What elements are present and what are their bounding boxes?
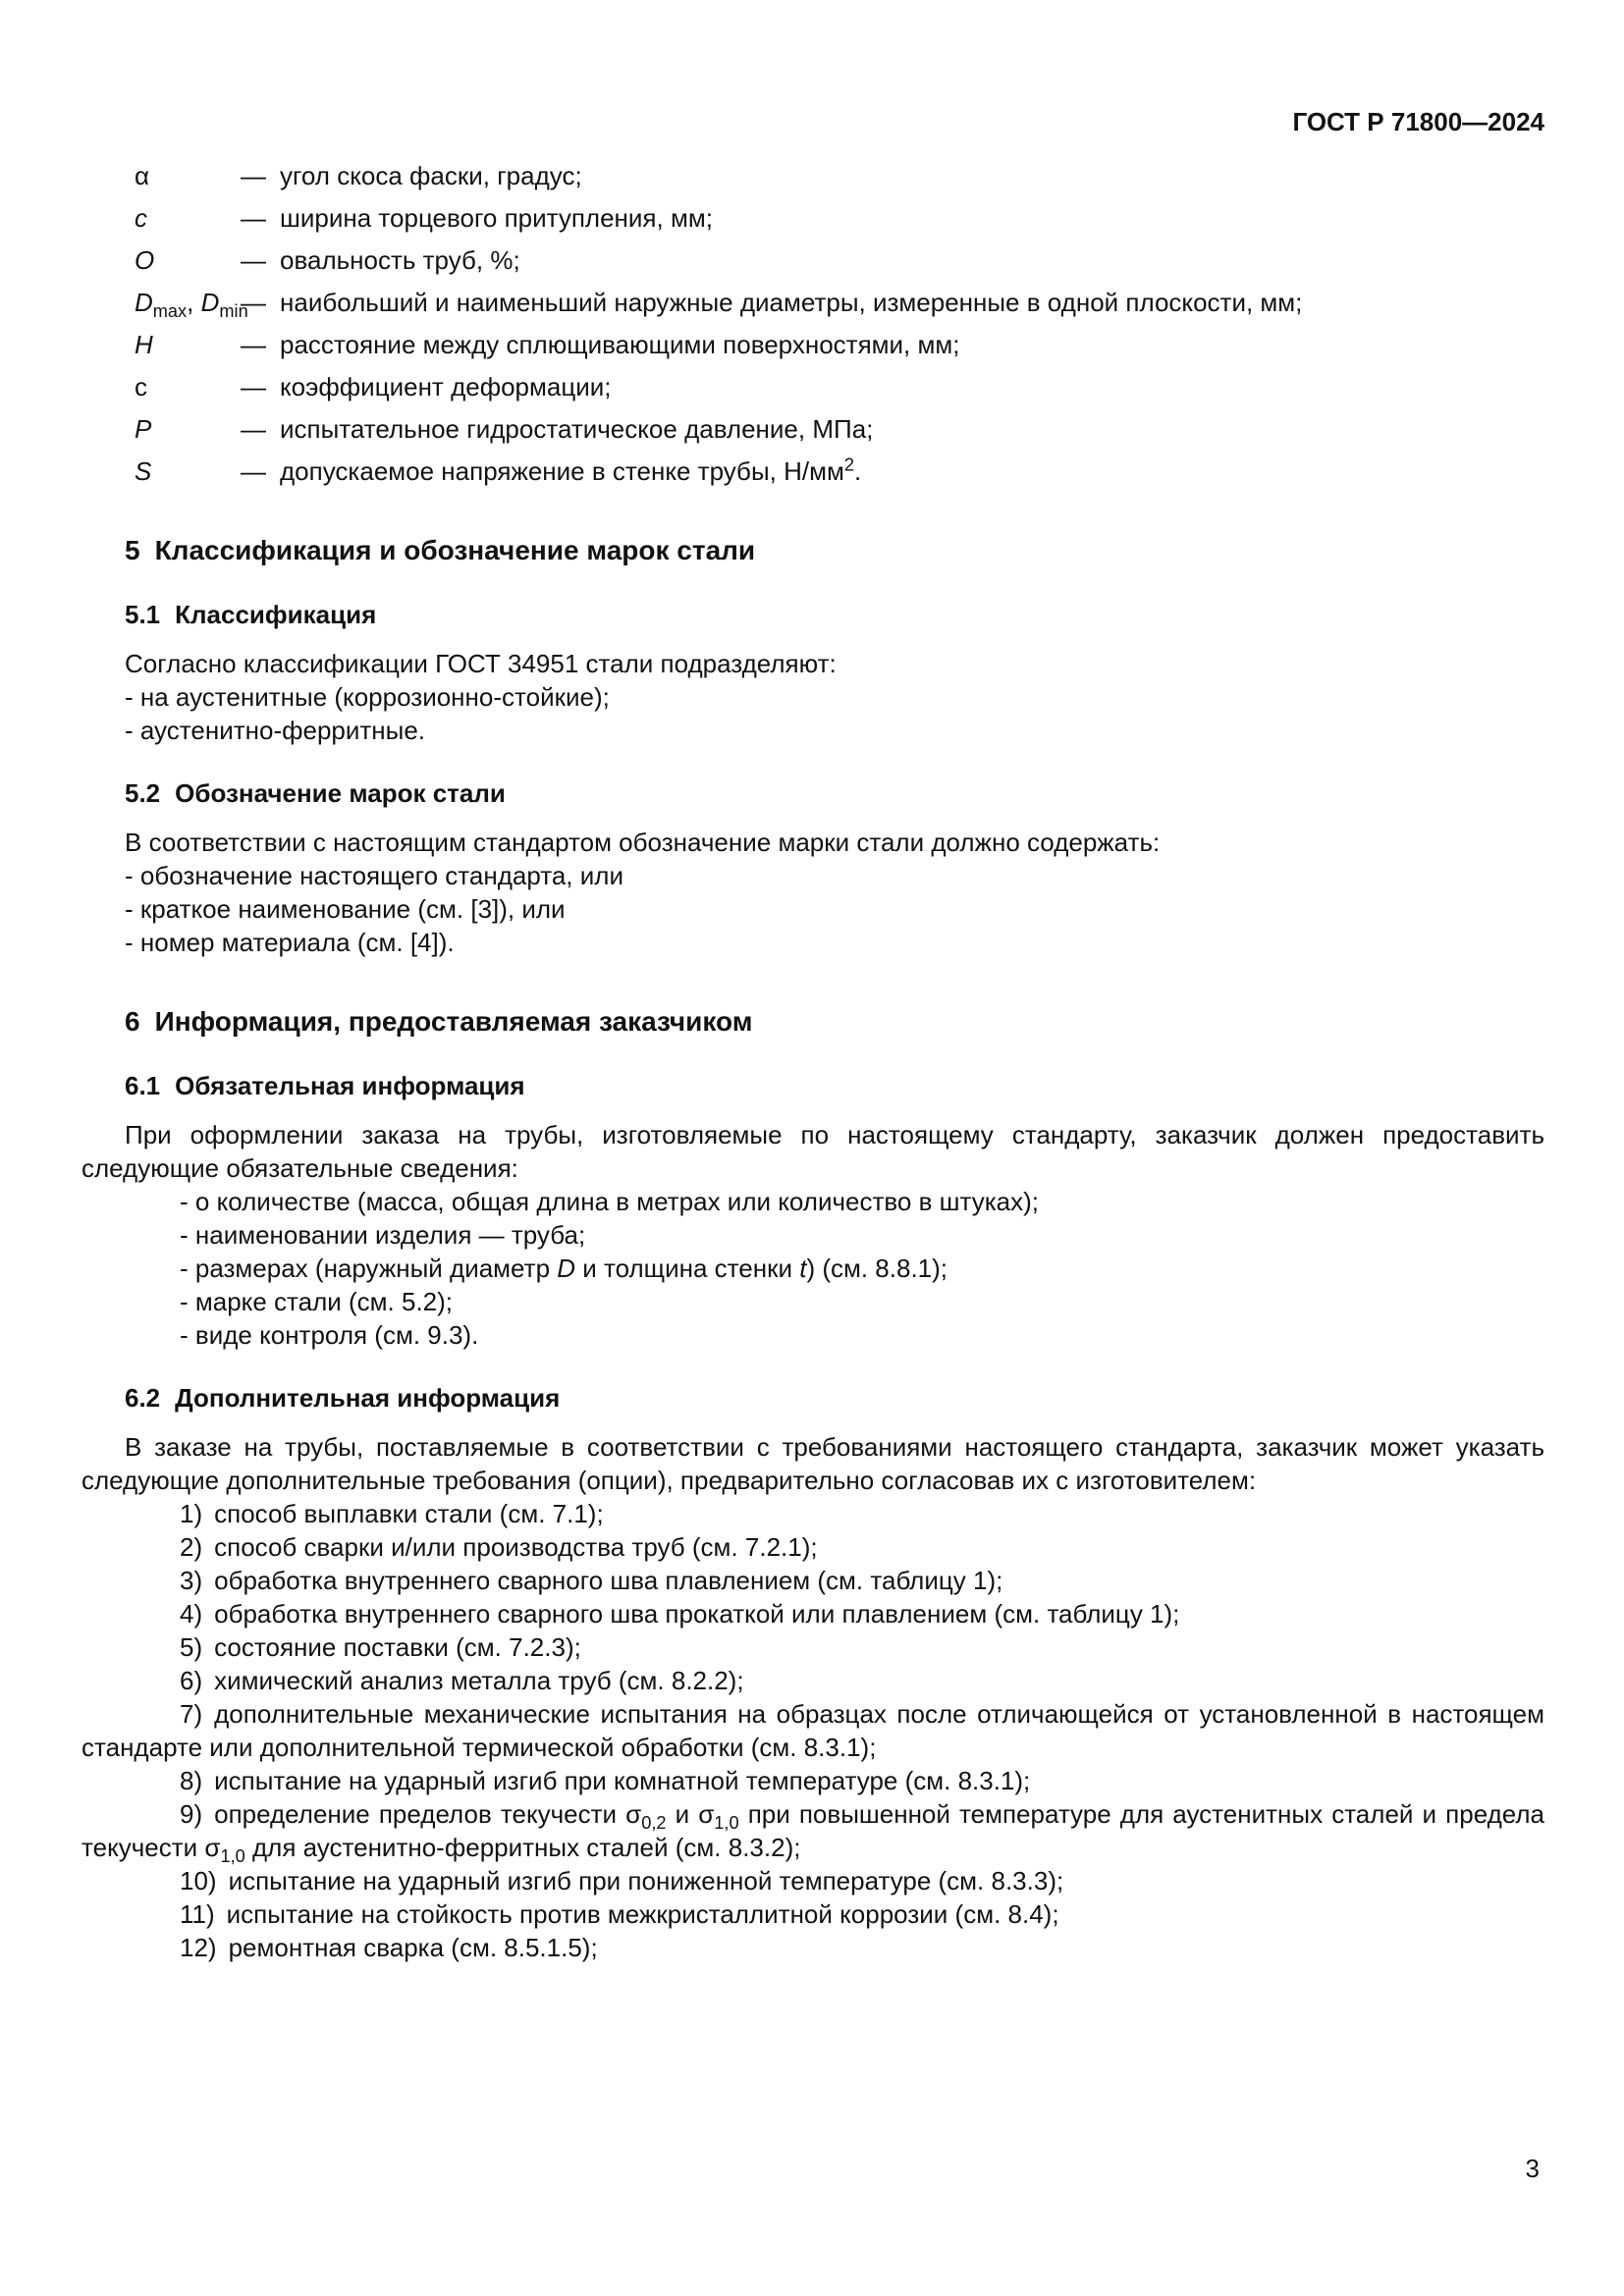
item-number: 4) (180, 1599, 203, 1629)
item-text: способ выплавки стали (см. 7.1); (214, 1499, 604, 1528)
item-number: 12) (180, 1933, 217, 1962)
section-5-heading (81, 533, 1544, 568)
subsection-6-1-number: 6.1 (125, 1071, 161, 1100)
subsection-6-2-title: Дополнительная информация (175, 1383, 561, 1413)
item-number: 7) (180, 1699, 203, 1729)
symbol-description: овальность труб, %; (280, 245, 520, 275)
optional-requirement-item (81, 1931, 1544, 1964)
item-text: испытание на ударный изгиб при пониженной температуре (см. 8.3.3); (228, 1866, 1064, 1896)
symbol-description: наибольший и наименьший наружные диаметры, измеренные в одной плоскости, мм; (280, 288, 1303, 317)
symbol-term: α (135, 161, 150, 190)
optional-requirements-list (81, 1497, 1544, 1964)
mandatory-info-list (81, 1185, 1544, 1352)
section-6-number: 6 (125, 1006, 140, 1037)
symbol-definition-row (135, 454, 1544, 488)
item-text: определение пределов текучести $\sigma_{0,2}$ и $\sigma_{1,0}$ при повышенной температуре для аустенитных сталей и предела текучести $\sigma_{1,0}$ для аустенитно-ферритных сталей (см. 8.3.2); (81, 1799, 1544, 1867)
symbol-definition-row (135, 159, 1544, 192)
item-text: дополнительные механические испытания на образцах после отличающейся от установленной в настоящем стандарте или дополнительной термической обработки (см. 8.3.1); (81, 1699, 1544, 1762)
subsection-5-1-number: 5.1 (125, 600, 161, 629)
item-text: химический анализ металла труб (см. 8.2.2); (214, 1666, 744, 1695)
subsection-6-2-heading (81, 1381, 1544, 1415)
classification-list (81, 680, 1544, 747)
optional-requirement-item (81, 1797, 1544, 1867)
item-text: испытание на стойкость против межкристаллитной коррозии (см. 8.4); (226, 1899, 1059, 1929)
mandatory-info-item: - размерах (наружный диаметр D и толщина стенки t) (см. 8.8.1); (180, 1254, 948, 1283)
subsection-5-1-intro: Согласно классификации ГОСТ 34951 стали подразделяют: (125, 649, 837, 678)
symbol-term: с (135, 372, 147, 401)
subsection-5-2-title: Обозначение марок стали (175, 778, 506, 808)
optional-requirement-item (81, 1764, 1544, 1797)
symbol-term: S (135, 456, 152, 486)
item-number: 8) (180, 1766, 203, 1795)
optional-requirement-item (81, 1864, 1544, 1897)
definition-dash: — (241, 372, 266, 401)
symbol-definition-row (135, 328, 1544, 361)
item-text: испытание на ударный изгиб при комнатной температуре (см. 8.3.1); (214, 1766, 1031, 1795)
mandatory-info-item: - о количестве (масса, общая длина в метрах или количество в штуках); (180, 1187, 1039, 1216)
symbol-description: угол скоса фаски, градус; (280, 161, 582, 190)
subsection-6-1-title: Обязательная информация (175, 1071, 525, 1100)
symbol-description: расстояние между сплющивающими поверхностями, мм; (280, 330, 960, 359)
symbol-description: допускаемое напряжение в стенке трубы, $Н/мм^2$. (280, 454, 862, 486)
item-number: 2) (180, 1532, 203, 1562)
mandatory-info-item: - виде контроля (см. 9.3). (180, 1320, 479, 1350)
definition-dash: — (241, 245, 266, 275)
subsection-5-2-heading (81, 776, 1544, 810)
section-5-title: Классификация и обозначение марок стали (154, 535, 756, 565)
section-6-title: Информация, предоставляемая заказчиком (154, 1006, 753, 1037)
symbol-term: c (135, 203, 147, 233)
symbol-term: H (135, 330, 153, 359)
classification-list-item: - на аустенитные (коррозионно-стойкие); (125, 682, 610, 712)
optional-requirement-item (81, 1697, 1544, 1764)
item-number: 3) (180, 1566, 203, 1595)
item-number: 11) (180, 1899, 215, 1929)
symbol-definition-row (135, 370, 1544, 403)
item-number: 5) (180, 1632, 203, 1662)
definition-dash: — (241, 456, 266, 486)
optional-requirement-item (81, 1630, 1544, 1664)
designation-list-item: - обозначение настоящего стандарта, или (125, 861, 623, 890)
definition-dash: — (241, 330, 266, 359)
page-content (81, 106, 1544, 1964)
designation-list-item: - краткое наименование (см. [3]), или (125, 894, 566, 924)
optional-requirement-item (81, 1497, 1544, 1530)
designation-list-item: - номер материала (см. [4]). (125, 928, 455, 957)
subsection-5-1-heading (81, 598, 1544, 631)
section-5-number: 5 (125, 535, 140, 565)
item-text: ремонтная сварка (см. 8.5.1.5); (228, 1933, 598, 1962)
item-number: 1) (180, 1499, 203, 1528)
optional-requirement-item (81, 1530, 1544, 1564)
classification-list-item: - аустенитно-ферритные. (125, 716, 426, 745)
symbol-definition-row (135, 412, 1544, 446)
item-number: 6) (180, 1666, 203, 1695)
symbol-definition-row (135, 286, 1544, 322)
optional-requirement-item (81, 1564, 1544, 1597)
mandatory-info-item: - марке стали (см. 5.2); (180, 1287, 454, 1316)
symbol-term: P (135, 414, 152, 444)
optional-requirement-item (81, 1597, 1544, 1630)
optional-requirement-item (81, 1897, 1544, 1931)
symbol-description: коэффициент деформации; (280, 372, 612, 401)
item-number: 9) (180, 1799, 203, 1829)
symbol-description: ширина торцевого притупления, мм; (280, 203, 713, 233)
subsection-6-1-intro: При оформлении заказа на трубы, изготовляемые по настоящему стандарту, заказчик должен предоставить следующие обязательные сведения: (81, 1120, 1544, 1183)
item-text: обработка внутреннего сварного шва плавлением (см. таблицу 1); (214, 1566, 1003, 1595)
section-6-heading (81, 1004, 1544, 1040)
designation-list (81, 859, 1544, 959)
subsection-5-2-number: 5.2 (125, 778, 161, 808)
document-code-header: ГОСТ Р 71800—2024 (1292, 107, 1544, 136)
symbol-description: испытательное гидростатическое давление, МПа; (280, 414, 874, 444)
definition-dash: — (241, 161, 266, 190)
symbol-term: O (135, 245, 155, 275)
definition-dash: — (241, 288, 266, 317)
mandatory-info-item: - наименовании изделия — труба; (180, 1220, 586, 1250)
item-text: обработка внутреннего сварного шва прокаткой или плавлением (см. таблицу 1); (214, 1599, 1180, 1629)
item-number: 10) (180, 1866, 217, 1896)
item-text: состояние поставки (см. 7.2.3); (214, 1632, 581, 1662)
symbol-definitions-list (81, 159, 1544, 488)
symbol-term: $D_{max}$, $D_{min}$ (135, 288, 248, 322)
page-number: 3 (1525, 2154, 1540, 2183)
item-text: способ сварки и/или производства труб (см. 7.2.1); (214, 1532, 818, 1562)
subsection-6-2-number: 6.2 (125, 1383, 161, 1413)
optional-requirement-item (81, 1664, 1544, 1697)
subsection-6-2-intro: В заказе на трубы, поставляемые в соответствии с требованиями настоящего стандарта, заказчик может указать следующие дополнительные требования (опции), предварительно согласовав их с изготовителем: (81, 1432, 1544, 1495)
subsection-5-1-title: Классификация (175, 600, 377, 629)
subsection-6-1-heading (81, 1069, 1544, 1102)
definition-dash: — (241, 203, 266, 233)
symbol-definition-row (135, 201, 1544, 235)
subsection-5-2-intro: В соответствии с настоящим стандартом обозначение марки стали должно содержать: (125, 828, 1161, 857)
symbol-definition-row (135, 243, 1544, 277)
definition-dash: — (241, 414, 266, 444)
